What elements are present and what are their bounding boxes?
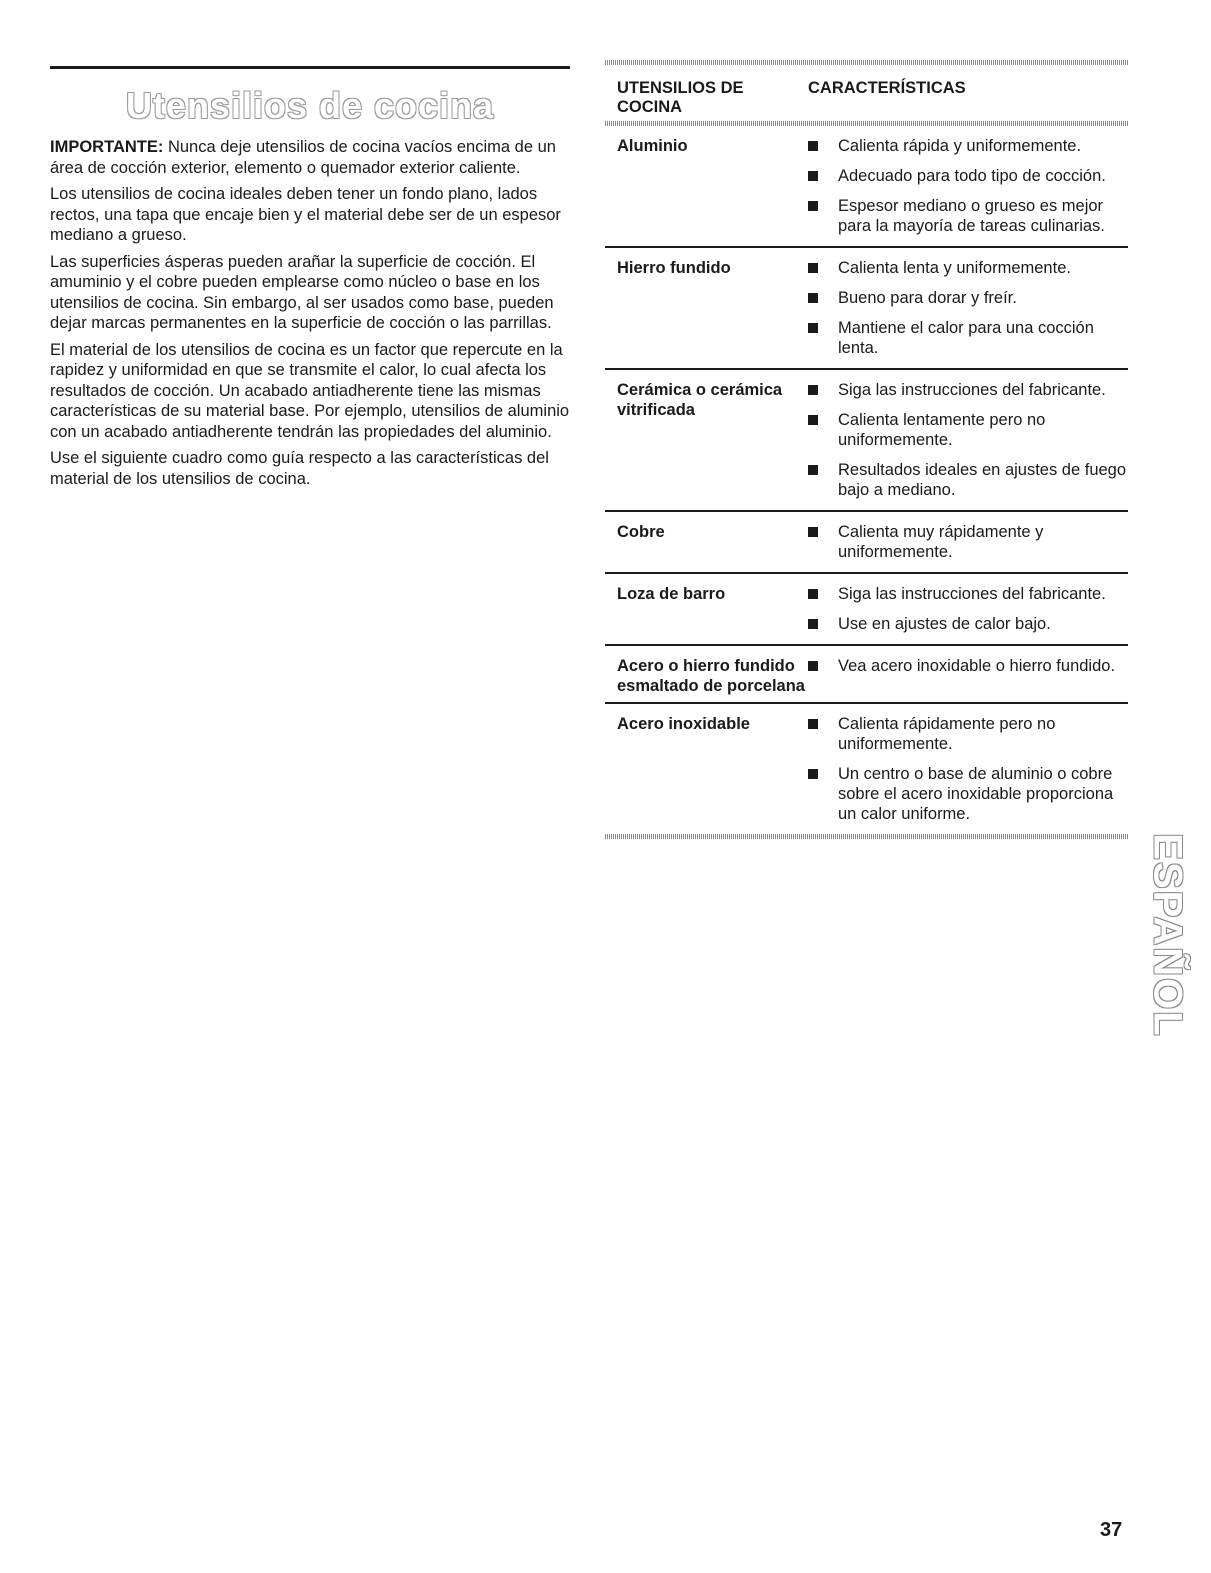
square-bullet-icon <box>808 171 818 181</box>
table-bottom-rule <box>605 834 1128 839</box>
feature-item <box>808 460 1128 500</box>
table-header <box>605 65 1128 121</box>
feature-text: Resultados ideales en ajustes de fuego bajo a mediano. <box>838 461 1127 499</box>
material-name: Acero inoxidable <box>617 715 750 733</box>
feature-text: Espesor mediano o grueso es mejor para la mayoría de tareas culinarias. <box>838 197 1105 235</box>
feature-item <box>808 522 1128 562</box>
square-bullet-icon <box>808 263 818 273</box>
language-tab <box>1145 815 1190 1055</box>
material-name: Cobre <box>617 523 665 541</box>
paragraph: Las superficies ásperas pueden arañar la superficie de cocción. El amuminio y el cobre pueden emplearse como núcleo o base en los utensilios de cocina. Sin embargo, al ser usados como base, pueden dejar marcas permanentes en la superficie de cocción o las parrillas. <box>50 252 554 332</box>
feature-list <box>808 584 1128 638</box>
table-body <box>605 126 1128 834</box>
important-paragraph <box>50 137 570 178</box>
feature-list <box>808 380 1128 504</box>
feature-text: Use en ajustes de calor bajo. <box>838 615 1051 633</box>
table-row <box>605 704 1128 834</box>
table-row <box>605 512 1128 574</box>
material-name: Loza de barro <box>617 585 726 603</box>
feature-item <box>808 318 1128 358</box>
square-bullet-icon <box>808 589 818 599</box>
feature-item <box>808 764 1128 824</box>
top-rule <box>50 66 570 69</box>
feature-list <box>808 714 1128 828</box>
page-number: 37 <box>1100 1519 1123 1541</box>
feature-text: Calienta rápida y uniformemente. <box>838 137 1082 155</box>
feature-item <box>808 614 1128 634</box>
feature-list <box>808 522 1128 566</box>
square-bullet-icon <box>808 465 818 475</box>
feature-text: Calienta lenta y uniformemente. <box>838 259 1071 277</box>
language-tab-label: ESPAÑOL <box>1145 832 1190 1038</box>
table-row <box>605 248 1128 370</box>
feature-item <box>808 410 1128 450</box>
material-name: Acero o hierro fundido esmaltado de porcelana <box>617 657 805 695</box>
material-name: Hierro fundido <box>617 259 731 277</box>
feature-text: Siga las instrucciones del fabricante. <box>838 585 1106 603</box>
cookware-table <box>605 60 1128 839</box>
material-name: Cerámica o cerámica vitrificada <box>617 381 783 419</box>
feature-item <box>808 196 1128 236</box>
square-bullet-icon <box>808 661 818 671</box>
table-row <box>605 646 1128 704</box>
square-bullet-icon <box>808 385 818 395</box>
feature-text: Bueno para dorar y freír. <box>838 289 1017 307</box>
table-row <box>605 574 1128 646</box>
square-bullet-icon <box>808 323 818 333</box>
feature-item <box>808 166 1128 186</box>
feature-item <box>808 656 1128 676</box>
header-features: CARACTERÍSTICAS <box>808 79 966 97</box>
square-bullet-icon <box>808 719 818 729</box>
feature-text: Mantiene el calor para una cocción lenta. <box>838 319 1094 357</box>
paragraph: El material de los utensilios de cocina es un factor que repercute en la rapidez y uniformidad en que se transmite el calor, lo cual afecta los resultados de cocción. Un acabado antiadherente tiene las mismas características de su material base. Por ejemplo, utensilios de aluminio con un acabado antiadherente tendrán las propiedades del aluminio. <box>50 340 570 441</box>
important-label: IMPORTANTE: <box>50 138 164 156</box>
feature-list <box>808 258 1128 362</box>
square-bullet-icon <box>808 619 818 629</box>
square-bullet-icon <box>808 527 818 537</box>
feature-item <box>808 288 1128 308</box>
material-name: Aluminio <box>617 137 688 155</box>
feature-text: Calienta rápidamente pero no uniformemente. <box>838 715 1056 753</box>
feature-text: Adecuado para todo tipo de cocción. <box>838 167 1106 185</box>
feature-list <box>808 656 1128 696</box>
feature-text: Vea acero inoxidable o hierro fundido. <box>838 657 1116 675</box>
paragraph: Los utensilios de cocina ideales deben tener un fondo plano, lados rectos, una tapa que encaje bien y el material debe ser de un espesor mediano a grueso. <box>50 185 561 244</box>
feature-item <box>808 258 1128 278</box>
square-bullet-icon <box>808 141 818 151</box>
feature-item <box>808 380 1128 400</box>
section-title: Utensilios de cocina <box>125 85 495 126</box>
feature-text: Calienta muy rápidamente y uniformemente. <box>838 523 1044 561</box>
square-bullet-icon <box>808 201 818 211</box>
feature-text: Un centro o base de aluminio o cobre sobre el acero inoxidable proporciona un calor uniforme. <box>838 765 1114 823</box>
intro-column <box>50 66 570 495</box>
table-row <box>605 126 1128 248</box>
square-bullet-icon <box>808 769 818 779</box>
feature-list <box>808 136 1128 240</box>
feature-item <box>808 584 1128 604</box>
feature-text: Siga las instrucciones del fabricante. <box>838 381 1106 399</box>
feature-item <box>808 136 1128 156</box>
square-bullet-icon <box>808 415 818 425</box>
important-text: Nunca deje utensilios de cocina vacíos encima de un área de cocción exterior, elemento o quemador exterior caliente. <box>50 138 556 177</box>
paragraph: Use el siguiente cuadro como guía respecto a las características del material de los utensilios de cocina. <box>50 449 549 488</box>
square-bullet-icon <box>808 293 818 303</box>
feature-text: Calienta lentamente pero no uniformemente. <box>838 411 1046 449</box>
feature-item <box>808 714 1128 754</box>
header-material: UTENSILIOS DE COCINA <box>617 79 744 116</box>
table-row <box>605 370 1128 512</box>
